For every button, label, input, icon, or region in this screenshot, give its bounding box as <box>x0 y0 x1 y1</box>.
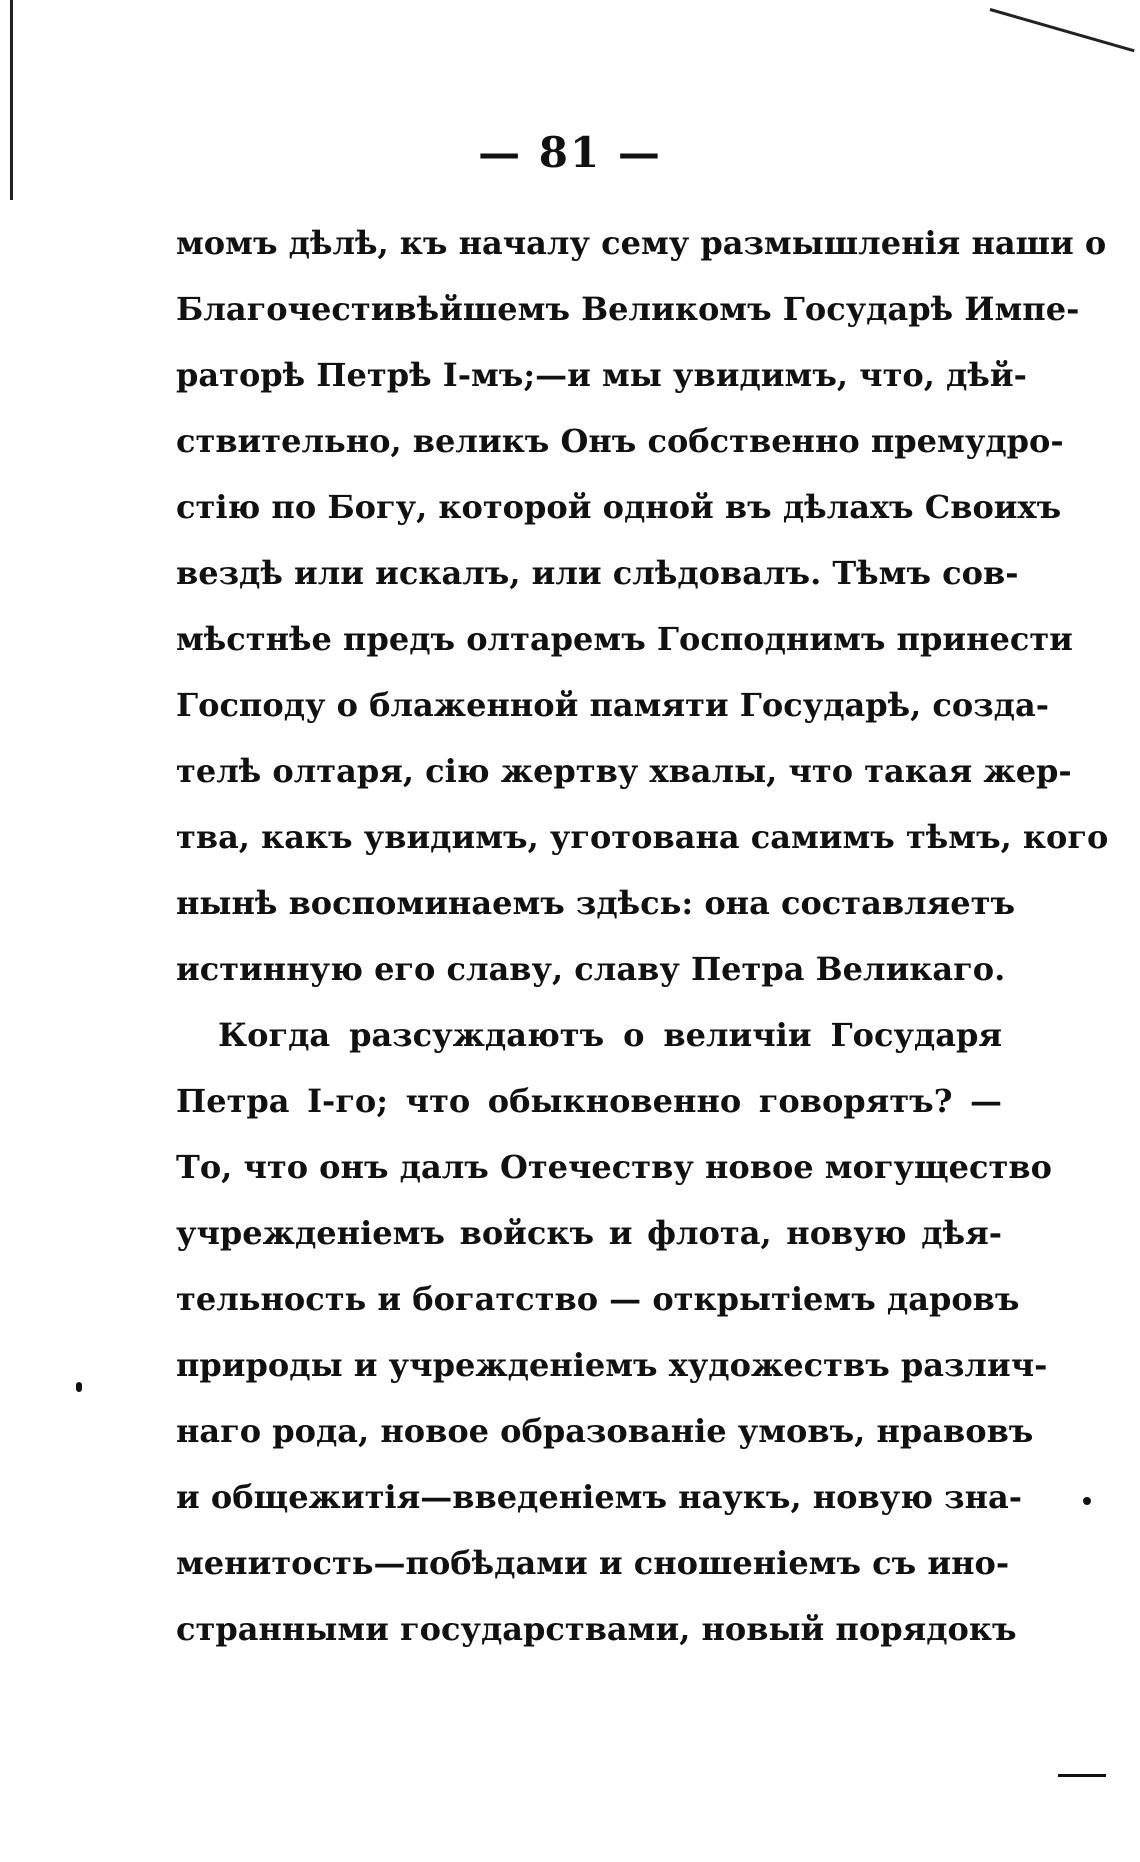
text-line: истинную его славу, славу Петра Великаго. <box>176 950 1006 988</box>
paragraph-2 <box>176 1002 1052 1662</box>
text-line: нынѣ воспоминаемъ здѣсь: она составляетъ <box>176 884 1016 922</box>
text-line: вездѣ или искалъ, или слѣдовалъ. Тѣмъ сов- <box>176 554 1019 592</box>
text-line: То, что онъ далъ Отечеству новое могущество <box>176 1148 1052 1186</box>
text-line: тельность и богатство — открытіемъ даровъ <box>176 1280 1020 1318</box>
paragraph-1 <box>176 210 1109 1002</box>
text-line: стію по Богу, которой одной въ дѣлахъ Своихъ <box>176 488 1062 526</box>
text-line: наго рода, новое образованіе умовъ, нравовъ <box>176 1412 1034 1450</box>
text-line: Господу о блаженной памяти Государѣ, созда- <box>176 686 1050 724</box>
text-line: Петра I-го; что обыкновенно говорятъ? — <box>176 1082 1002 1120</box>
text-line: момъ дѣлѣ, къ началу сему размышленія наши о <box>176 224 1107 262</box>
text-line: Когда разсуждаютъ о величіи Государя <box>218 1016 1002 1054</box>
text-line: телѣ олтаря, сію жертву хвалы, что такая жер- <box>176 752 1072 790</box>
scan-dot <box>1083 1497 1091 1505</box>
text-line: Благочестивѣйшемъ Великомъ Государѣ Импе- <box>176 290 1080 328</box>
text-line: странными государствами, новый порядокъ <box>176 1610 1017 1648</box>
text-line: и общежитія—введеніемъ наукъ, новую зна- <box>176 1478 1023 1516</box>
text-line: ствительно, великъ Онъ собственно премудро- <box>176 422 1064 460</box>
scan-dash <box>1058 1774 1106 1777</box>
scan-corner-stroke <box>990 8 1135 52</box>
text-line: менитость—побѣдами и сношеніемъ съ ино- <box>176 1544 1010 1582</box>
text-line: природы и учрежденіемъ художествъ различ- <box>176 1346 1048 1384</box>
text-line: раторѣ Петрѣ I-мъ;—и мы увидимъ, что, дѣй- <box>176 356 1027 394</box>
text-line: учрежденіемъ войскъ и флота, новую дѣя- <box>176 1214 1002 1252</box>
text-line: тва, какъ увидимъ, уготована самимъ тѣмъ, кого <box>176 818 1109 856</box>
scan-dot <box>76 1382 82 1392</box>
text-line: мѣстнѣе предъ олтаремъ Господнимъ принести <box>176 620 1073 658</box>
page-number: — 81 — <box>478 128 662 177</box>
body-text <box>176 210 1109 1662</box>
